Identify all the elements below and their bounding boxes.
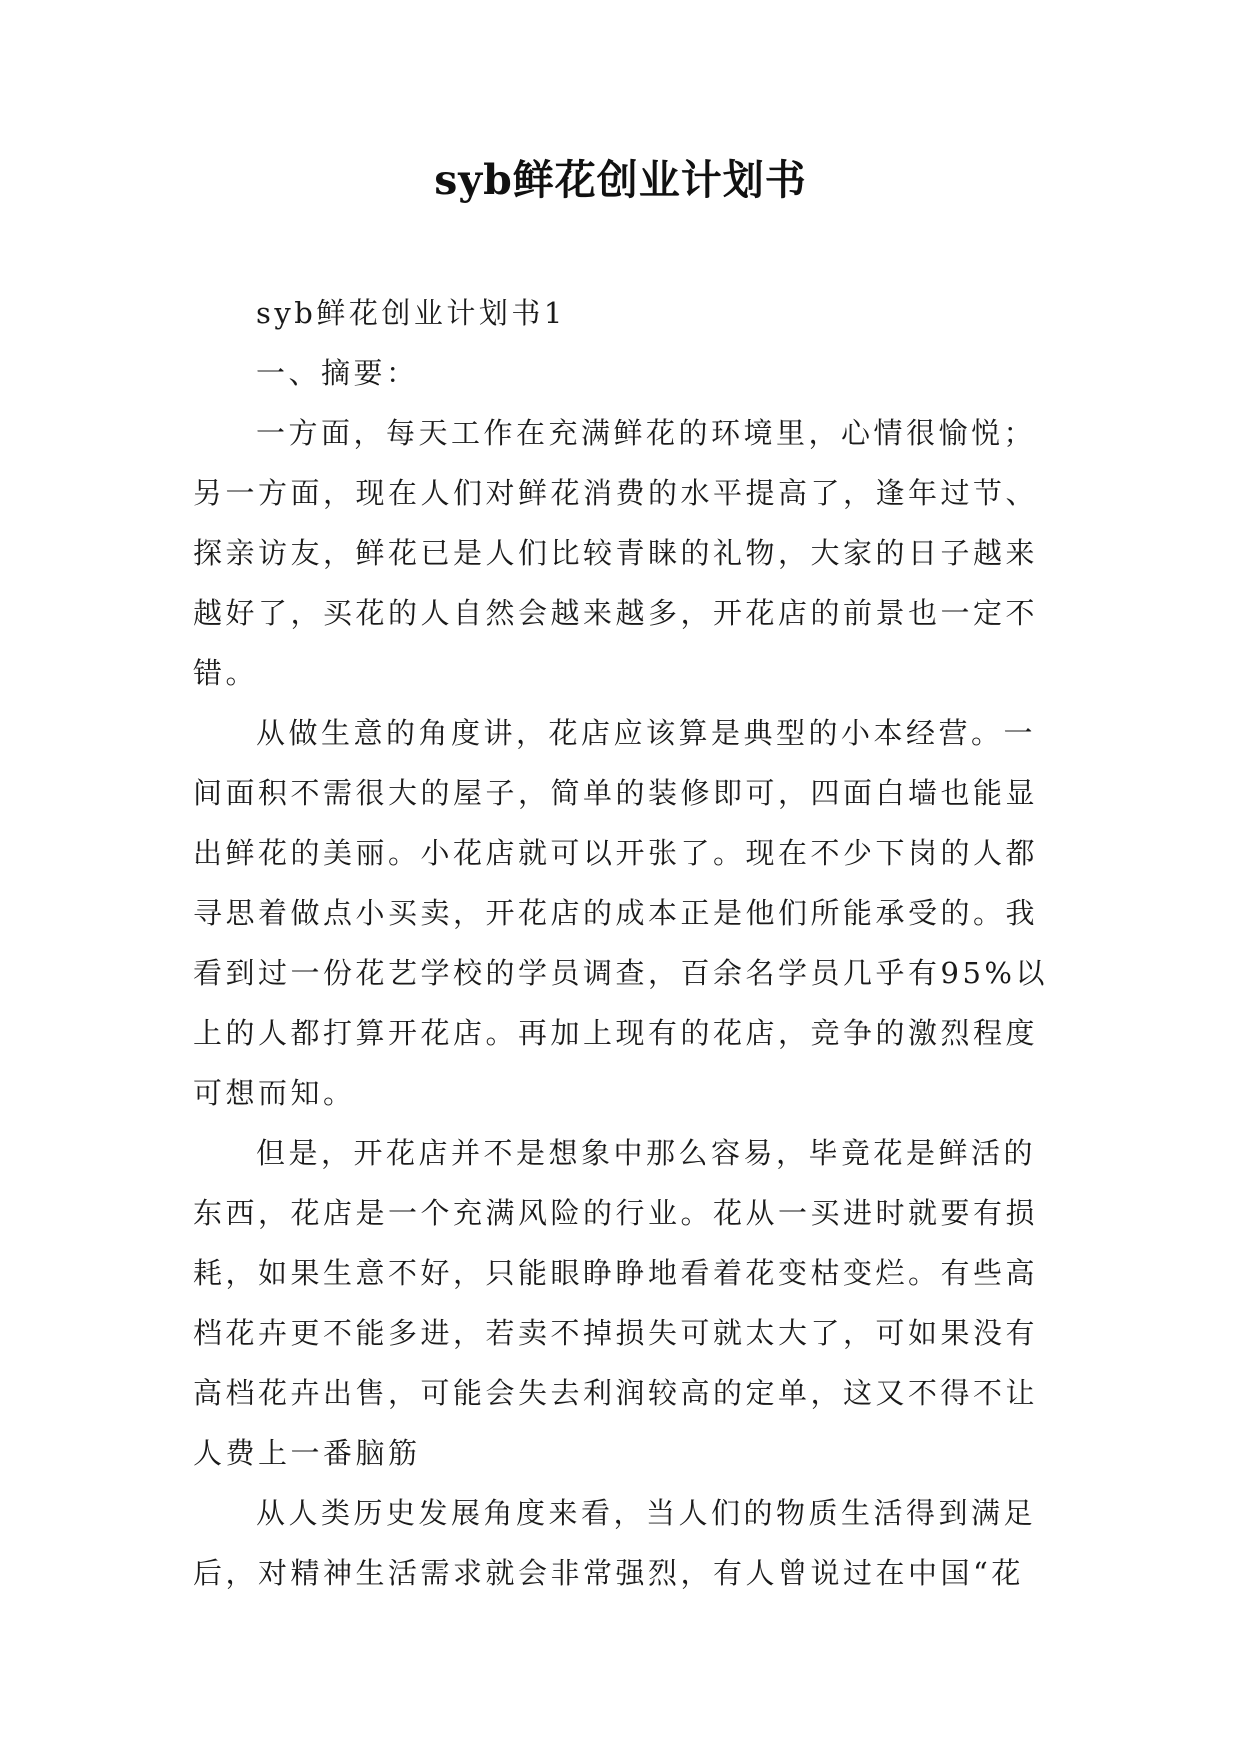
paragraph-line: 耗，如果生意不好，只能眼睁睁地看着花变枯变烂。有些高 xyxy=(193,1256,1039,1290)
paragraph-line: 人费上一番脑筋 xyxy=(193,1436,421,1470)
paragraph-line: 档花卉更不能多进，若卖不掉损失可就太大了，可如果没有 xyxy=(193,1316,1039,1350)
paragraph-line: 可想而知。 xyxy=(193,1076,356,1110)
document-body xyxy=(193,283,1063,1603)
paragraph-line: 从人类历史发展角度来看，当人们的物质生活得到满足 xyxy=(256,1496,1037,1530)
paragraph-line: 另一方面，现在人们对鲜花消费的水平提高了，逢年过节、 xyxy=(193,476,1039,510)
paragraph-line: 探亲访友，鲜花已是人们比较青睐的礼物，大家的日子越来 xyxy=(193,536,1039,570)
paragraph-line: 间面积不需很大的屋子，简单的装修即可，四面白墙也能显 xyxy=(193,776,1039,810)
paragraph-line: 但是，开花店并不是想象中那么容易，毕竟花是鲜活的 xyxy=(256,1136,1037,1170)
paragraph-line: 出鲜花的美丽。小花店就可以开张了。现在不少下岗的人都 xyxy=(193,836,1039,870)
section-heading: syb鲜花创业计划书1 xyxy=(256,296,566,330)
paragraph-line: 越好了，买花的人自然会越来越多，开花店的前景也一定不 xyxy=(193,596,1039,630)
subsection-heading: 一、摘要： xyxy=(256,356,419,390)
document-title: syb鲜花创业计划书 xyxy=(434,156,807,204)
paragraph-line: 高档花卉出售，可能会失去利润较高的定单，这又不得不让 xyxy=(193,1376,1039,1410)
paragraph-line: 错。 xyxy=(193,656,259,690)
paragraph-line: 从做生意的角度讲，花店应该算是典型的小本经营。一 xyxy=(256,716,1037,750)
paragraph-line: 看到过一份花艺学校的学员调查，百余名学员几乎有95%以 xyxy=(193,956,1048,990)
paragraph-line: 后，对精神生活需求就会非常强烈，有人曾说过在中国“花 xyxy=(193,1556,1024,1590)
paragraph-line: 东西，花店是一个充满风险的行业。花从一买进时就要有损 xyxy=(193,1196,1039,1230)
paragraph-line: 寻思着做点小买卖，开花店的成本正是他们所能承受的。我 xyxy=(193,896,1039,930)
paragraph-line: 上的人都打算开花店。再加上现有的花店，竞争的激烈程度 xyxy=(193,1016,1039,1050)
paragraph-line: 一方面，每天工作在充满鲜花的环境里，心情很愉悦； xyxy=(256,416,1037,450)
